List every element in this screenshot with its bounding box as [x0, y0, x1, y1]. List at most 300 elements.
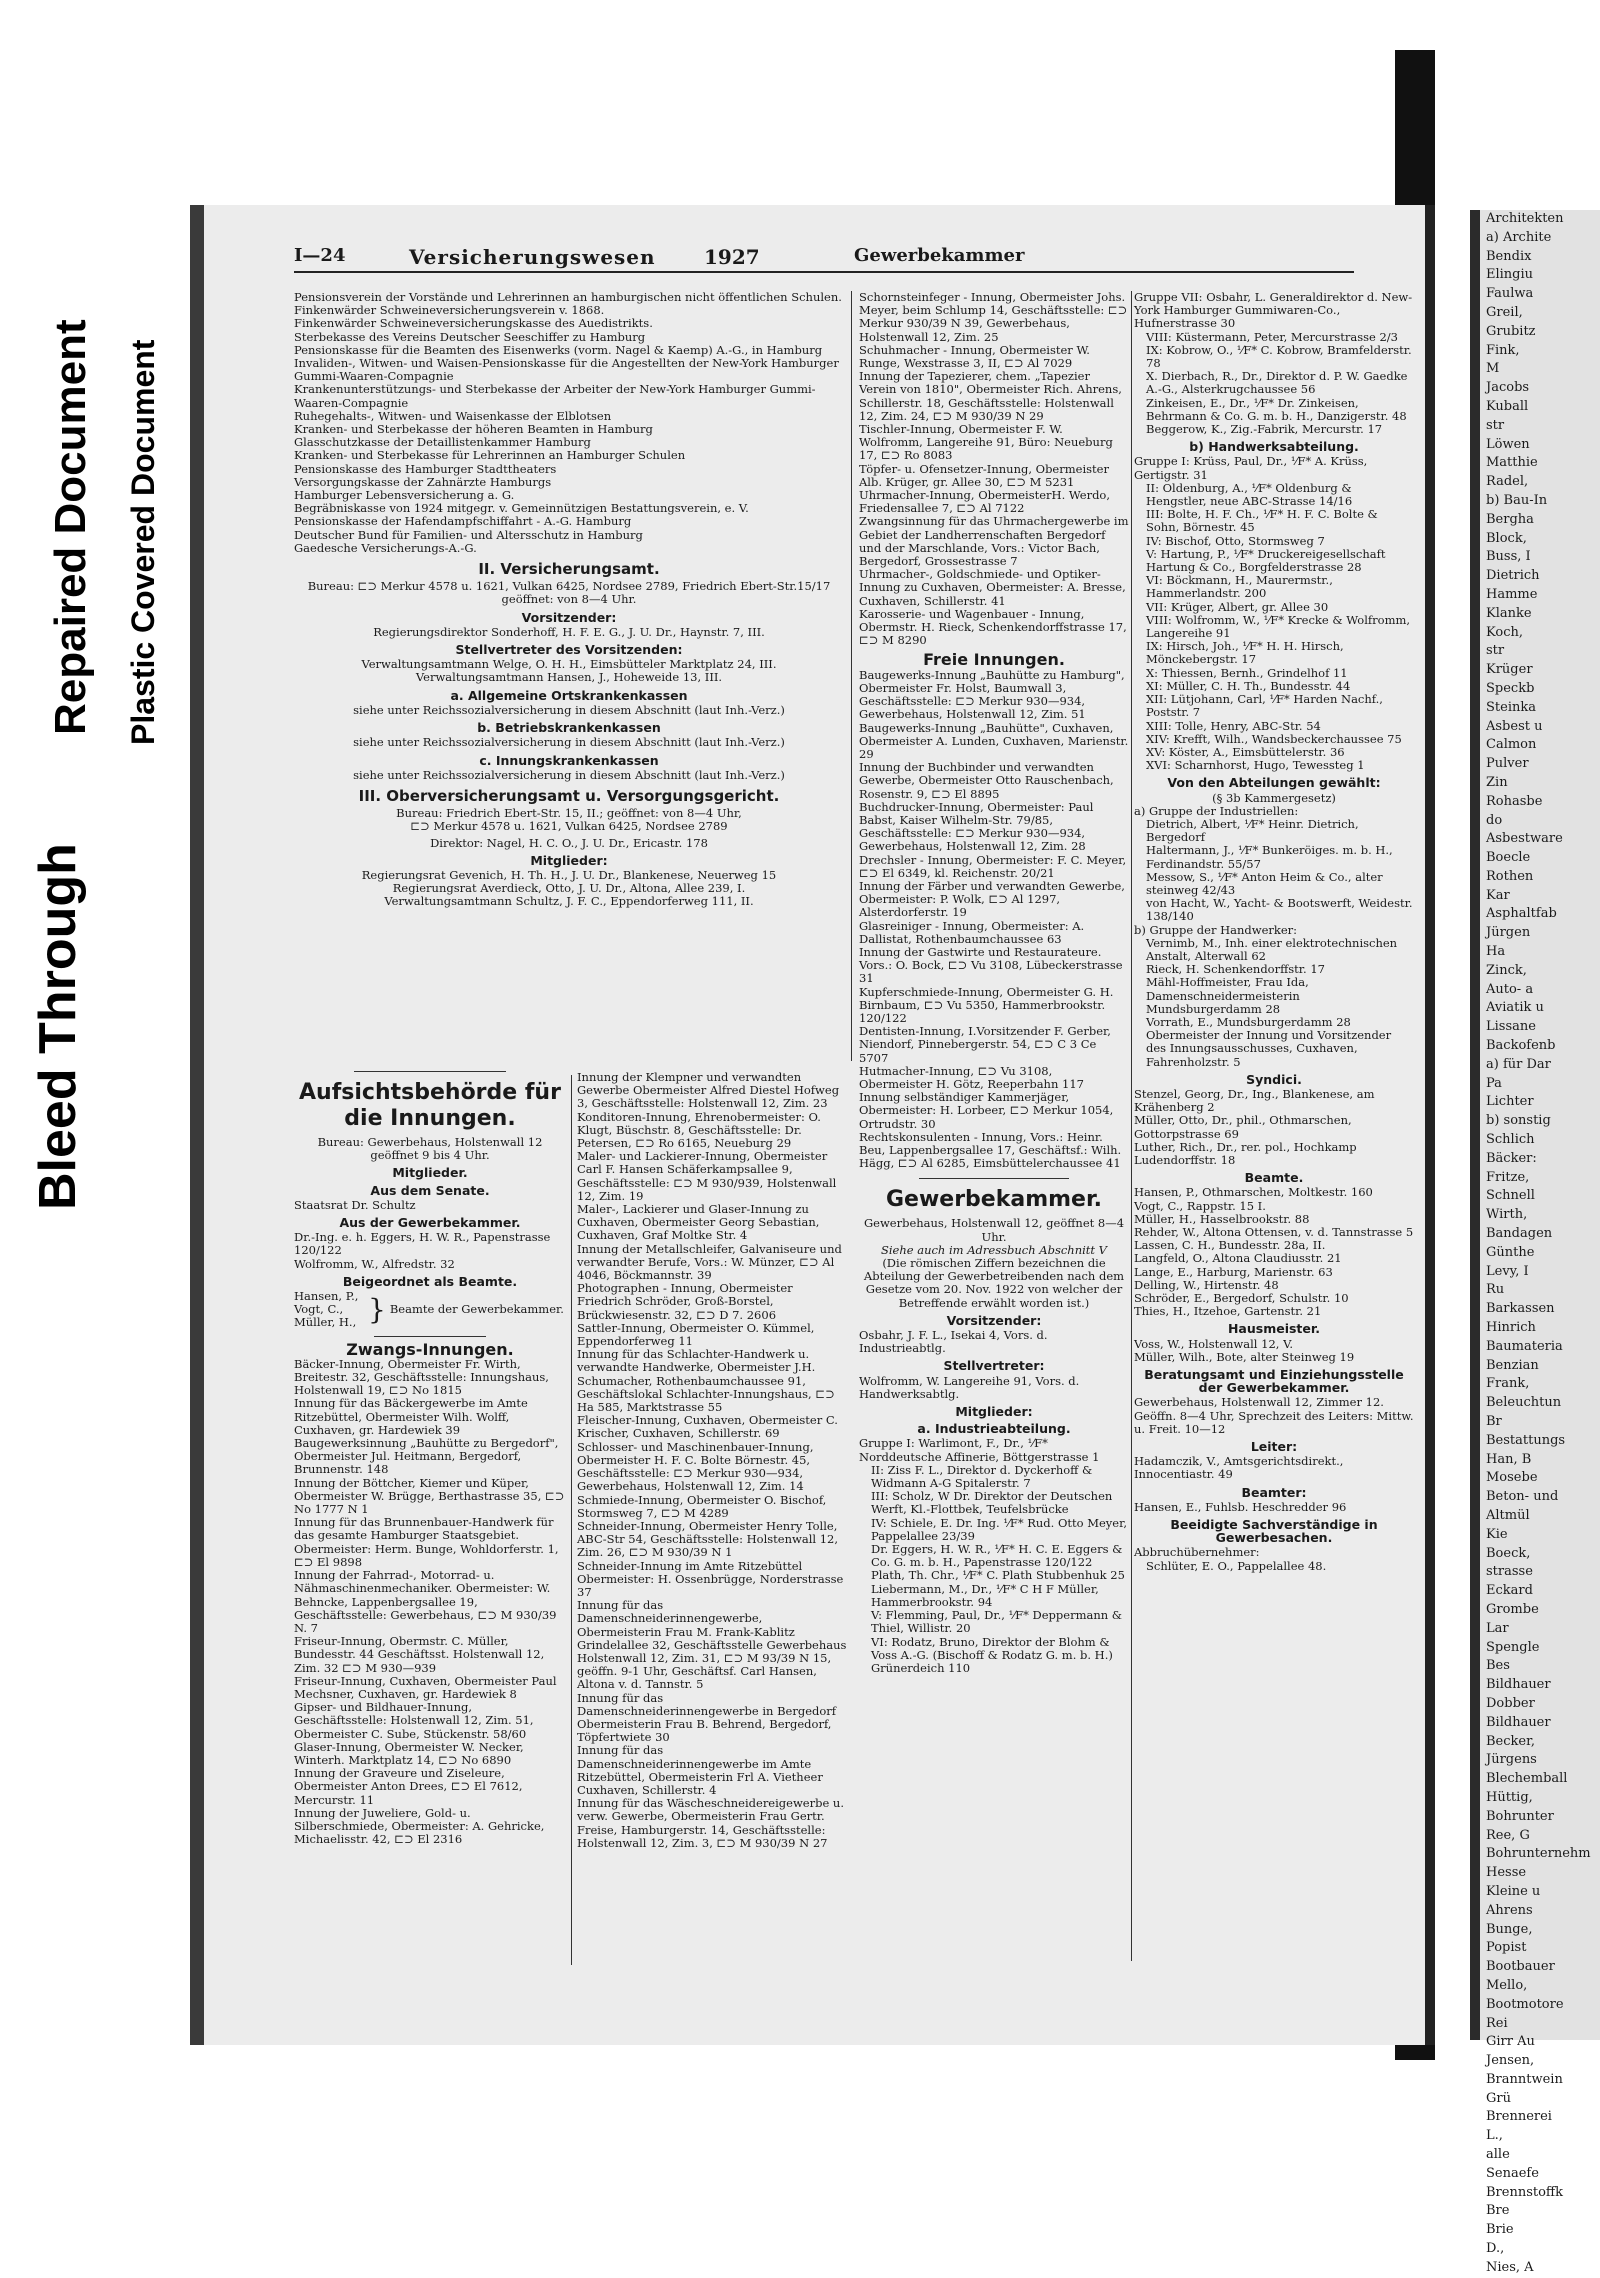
adjacent-line: Steinka: [1486, 699, 1536, 715]
person-entry: Verwaltungsamtmann Welge, O. H. H., Eimsbütteler Marktplatz 24, III.: [361, 657, 777, 672]
bureau-text: Bureau: ⊏⊃ Merkur 4578 u. 1621, Vulkan 6425, Nordsee 2789, Friedrich Ebert-Str.15/17: [307, 579, 831, 594]
list-item: Friseur-Innung, Obermstr. C. Müller, Bundesstr. 44 Geschäftsst. Holstenwall 12, Zim. 32 ⊏⊃ M 930—939: [294, 1634, 545, 1675]
person-entry: Mähl-Hoffmeister, Frau Ida, Damenschneidermeisterin Mundsburgerdamm 28: [1146, 975, 1309, 1016]
adjacent-line: Boeck,: [1486, 1545, 1531, 1561]
list-item: Innung für das Brunnenbauer-Handwerk für das gesamte Hamburger Staatsgebiet. Obermeister: Herm. Bunge, Wohldorferstr. 1, ⊏⊃ El 9898: [294, 1515, 559, 1569]
note-text: (Die römischen Ziffern bezeichnen die Abteilung der Gewerbetreibenden nach dem Gesetze vom 20. Nov. 1922 von welcher der Betreffende erwählt worden ist.): [863, 1256, 1125, 1310]
plastic-covered-label: Plastic Covered Document: [125, 339, 161, 745]
list-item: Pensionskasse der Hafendampfschiffahrt - A.-G. Hamburg: [294, 514, 632, 529]
list-item: Begräbniskasse von 1924 mitgegr. v. Gemeinnützigen Bestattungsverein, e. V.: [294, 501, 749, 516]
list-item: Gipser- und Bildhauer-Innung, Geschäftsstelle: Holstenwall 12, Zim. 51, Obermeister C. Sube, Stückenstr. 58/60: [294, 1700, 534, 1741]
adjacent-line: a) für Dar: [1486, 1056, 1551, 1072]
reference-text: siehe unter Reichssozialversicherung in diesem Abschnitt (laut Inh.-Verz.): [353, 735, 785, 750]
list-item: Drechsler - Innung, Obermeister: F. C. Meyer, ⊏⊃ El 6349, kl. Reichenstr. 20/21: [859, 852, 1127, 880]
person-entry: Rieck, H. Schenkendorffstr. 17: [1146, 962, 1325, 977]
adjacent-line: Dobber: [1486, 1695, 1535, 1711]
adjacent-line: Bendix: [1486, 248, 1532, 264]
adjacent-line: alle: [1486, 2147, 1510, 2163]
list-item: Fleischer-Innung, Cuxhaven, Obermeister C. Krischer, Cuxhaven, Schillerstr. 69: [577, 1413, 838, 1441]
list-item: V: Hartung, P., ⅟F* Druckereigesellschaft Hartung & Co., Borgfelderstrasse 28: [1146, 546, 1386, 575]
adjacent-line: Aviatik u: [1486, 1000, 1544, 1016]
adjacent-line: Rothen: [1486, 868, 1534, 884]
adjacent-line: Ru: [1486, 1282, 1505, 1298]
adjacent-line: Boecle: [1486, 850, 1531, 866]
adjacent-line: Senaefe: [1486, 2165, 1539, 2181]
adjacent-line: Bergha: [1486, 511, 1534, 527]
list-item: Hamburger Lebensversicherung a. G.: [294, 488, 515, 503]
list-item: II: Oldenburg, A., ⅟F* Oldenburg & Hengstler, neue ABC-Strasse 14/16: [1146, 480, 1353, 509]
subheading: Beigeordnet als Beamte.: [342, 1273, 518, 1289]
adjacent-line: Mosebe: [1486, 1470, 1538, 1486]
list-item: Hutmacher-Innung, ⊏⊃ Vu 3108, Obermeister H. Götz, Reeperbahn 117: [859, 1063, 1084, 1091]
list-item: Uhrmacher-Innung, ObermeisterH. Werdo, Friedensallee 7, ⊏⊃ Al 7122: [859, 488, 1111, 516]
adjacent-line: Bandagen: [1486, 1226, 1553, 1242]
adjacent-line: Schnell: [1486, 1188, 1535, 1204]
adjacent-line: Kar: [1486, 887, 1510, 903]
list-item: V: Flemming, Paul, Dr., ⅟F* Deppermann & Thiel, Willistr. 20: [871, 1608, 1123, 1636]
person-entry: Stenzel, Georg, Dr., Ing., Blankenese, am Krähenberg 2: [1134, 1086, 1375, 1115]
adjacent-line: Frank,: [1486, 1376, 1530, 1392]
person-entry: Voss, W., Holstenwall 12, V.: [1134, 1336, 1294, 1351]
list-item: Gruppe I: Warlimont, F., Dr., ⅟F* Norddeutsche Affinerie, Böttgerstrasse 1: [859, 1436, 1100, 1464]
subheading: Vorsitzender:: [946, 1312, 1042, 1328]
adjacent-line: Dietrich: [1486, 568, 1540, 584]
adjacent-line: Löwen: [1486, 436, 1530, 452]
list-item: VI: Rodatz, Bruno, Direktor der Blohm & Voss A.-G. (Bischoff & Rodatz G. m. b. H.) Grünerdeich 110: [871, 1634, 1113, 1675]
list-item: Tischler-Innung, Obermeister F. W. Wolfromm, Langereihe 91, Büro: Neueburg 17, ⊏⊃ Ro 8083: [859, 422, 1113, 463]
page-number: I—24: [294, 245, 346, 266]
person-entry: Wolfromm, W. Langereihe 91, Vors. d. Handwerksabtlg.: [859, 1373, 1080, 1401]
bleed-through-label: Bleed Through: [29, 843, 87, 1210]
list-item: Ruhegehalts-, Witwen- und Waisenkasse der Elblotsen: [294, 408, 612, 423]
adjacent-line: strasse: [1486, 1564, 1533, 1580]
person-entry: Müller, H., Hasselbrookstr. 88: [1134, 1211, 1310, 1226]
adjacent-line: Lar: [1486, 1620, 1509, 1636]
adjacent-line: Kleine u: [1486, 1883, 1541, 1899]
adjacent-line: do: [1486, 812, 1503, 828]
adjacent-line: Pulver: [1486, 756, 1529, 772]
list-item: Krankenunterstützungs- und Sterbekasse der Arbeiter der New-York Hamburger Gummi-Waaren-Compagnie: [294, 382, 816, 410]
section-heading: III. Oberversicherungsamt u. Versorgungsgericht.: [358, 786, 780, 805]
adjacent-line: Popist: [1486, 1940, 1527, 1956]
list-item: Schlosser- und Maschinenbauer-Innung, Obermeister H. F. C. Bolte Börnestr. 45, Geschäftsstelle: ⊏⊃ Merkur 930—934, Gewerbehaus, Holstenwall 12, Zim. 14: [577, 1439, 814, 1494]
adjacent-line: Han, B: [1486, 1451, 1532, 1467]
list-item: IX: Kobrow, O., ⅟F* C. Kobrow, Bramfelderstr. 78: [1146, 342, 1412, 371]
adjacent-line: Brennstoffk: [1486, 2184, 1564, 2200]
list-item: Beggerow, K., Zig.-Fabrik, Mercurstr. 17: [1146, 422, 1383, 437]
adjacent-line: Bildhauer: [1486, 1677, 1551, 1693]
adjacent-line: Becker,: [1486, 1733, 1536, 1749]
person-entry: Vernimb, M., Inh. einer elektrotechnischen Anstalt, Alterwall 62: [1146, 935, 1398, 963]
adjacent-line: Beton- und: [1486, 1489, 1559, 1505]
adjacent-line: Grü: [1486, 2090, 1511, 2106]
list-item: XIII: Tolle, Henry, ABC-Str. 54: [1146, 718, 1321, 733]
subheading: b) Handwerksabteilung.: [1189, 439, 1359, 455]
adjacent-line: Kuball: [1486, 398, 1529, 414]
list-item: II: Ziss F. L., Direktor d. Dyckerhoff & Widmann A-G Spitalerstr. 7: [871, 1462, 1093, 1491]
aufsicht-title: Aufsichtsbehörde für die Innungen.: [299, 1080, 561, 1131]
adjacent-line: Radel,: [1486, 474, 1529, 490]
list-item: XIV: Krefft, Wilh., Wandsbeckerchaussee 75: [1146, 731, 1402, 746]
list-item: Glasreiniger - Innung, Obermeister: A. Dallistat, Rothenbaumchaussee 63: [859, 918, 1085, 946]
adjacent-line: Bildhauer: [1486, 1714, 1551, 1730]
adjacent-line: Jensen,: [1486, 2053, 1535, 2069]
list-item: Innung für das Damenschneiderinnengewerbe in Bergedorf Obermeisterin Frau B. Behrend, Bergedorf, Töpfertwiete 30: [577, 1690, 837, 1745]
person-entry: Regierungsrat Averdieck, Otto, J. U. Dr., Altona, Allee 239, I.: [392, 881, 746, 896]
adjacent-line: Auto- a: [1486, 981, 1534, 997]
list-item: IX: Hirsch, Joh., ⅟F* H. H. Hirsch, Mönckebergstr. 17: [1146, 639, 1344, 667]
reference-text: (§ 3b Kammergesetz): [1212, 790, 1336, 805]
adjacent-line: b) Bau-In: [1486, 492, 1548, 508]
address-text: Gewerbehaus, Holstenwall 12, Zimmer 12.: [1134, 1395, 1384, 1410]
column-divider: [851, 291, 852, 1061]
adjacent-line: Beleuchtun: [1486, 1395, 1562, 1411]
list-item: Töpfer- u. Ofensetzer-Innung, Obermeister Alb. Krüger, gr. Allee 30, ⊏⊃ M 5231: [859, 461, 1109, 489]
adjacent-line: Faulwa: [1486, 286, 1534, 302]
beamte-note: Beamte der Gewerbekammer.: [389, 1302, 564, 1317]
list-item: Photographen - Innung, Obermeister Friedrich Schröder, Groß-Borstel, Brückwiesenstr. 32, ⊏⊃ D 7. 2606: [577, 1281, 793, 1322]
gewerbekammer-title: Gewerbekammer.: [885, 1187, 1103, 1213]
hours-text: geöffnet: von 8—4 Uhr.: [501, 592, 637, 607]
list-item: Innung für das Bäckergewerbe im Amte Ritzebüttel, Obermeister Wilh. Wolff, Cuxhaven, gr. Hardewiek 39: [294, 1396, 528, 1437]
hours-text: Geöffn. 8—4 Uhr, Sprechzeit des Leiters: Mittw. u. Freit. 10—12: [1134, 1408, 1414, 1436]
adjacent-line: Rohasbe: [1486, 793, 1543, 809]
list-item: Sterbekasse des Vereins Deutscher Seeschiffer zu Hamburg: [294, 329, 646, 344]
list-item: Innung der Graveure und Ziseleure, Obermeister Anton Drees, ⊏⊃ El 7612, Mercurstr. 11: [294, 1766, 523, 1807]
subheading: Beamter:: [1241, 1484, 1307, 1500]
list-item: Schneider-Innung, Obermeister Henry Tolle, ABC-Str 54, Geschäftsstelle: Holstenwall 12, Zim. 26, ⊏⊃ M 930/39 N 1: [577, 1518, 839, 1560]
subheading: Vorsitzender:: [521, 609, 617, 625]
list-item: Innung der Fahrrad-, Motorrad- u. Nähmaschinenmechaniker. Obermeister: W. Behncke, Lappenbergsallee 19, Geschäftsstelle: Gewerbehaus, ⊏⊃ M 930/39 N. 7: [294, 1568, 557, 1635]
document-page: [190, 205, 1435, 2045]
subheading: Beeidigte Sachverständige in Gewerbesachen.: [1170, 1517, 1378, 1546]
adjacent-line: Bohrunternehm: [1486, 1846, 1591, 1862]
adjacent-line: Bootbauer: [1486, 1959, 1555, 1975]
person-entry: Vorrath, E., Mundsburgerdamm 28 Obermeister der Innung und Vorsitzender des Innungsausschusses, Cuxhaven, Fahrenholzstr. 5: [1146, 1014, 1392, 1069]
list-item: Kranken- und Sterbekasse für Lehrerinnen an Hamburger Schulen: [294, 448, 686, 463]
adjacent-line: Jacobs: [1486, 380, 1530, 396]
adjacent-line: Spengle: [1486, 1639, 1540, 1655]
adjacent-line: Zin: [1486, 774, 1508, 790]
divider: [919, 1178, 1069, 1179]
adjacent-line: Günthe: [1486, 1244, 1535, 1260]
reference-text: siehe unter Reichssozialversicherung in diesem Abschnitt (laut Inh.-Verz.): [353, 767, 785, 782]
list-item: VIII: Wolfromm, W., ⅟F* Krecke & Wolfromm, Langereihe 91: [1146, 612, 1411, 641]
list-item: Innung der Böttcher, Kiemer und Küper, Obermeister W. Brügge, Berthastrasse 35, ⊏⊃ No 1777 N 1: [294, 1475, 565, 1517]
adjacent-line: Lissane: [1486, 1019, 1536, 1035]
list-item: Innung der Tapezierer, chem. „Tapezier Verein von 1810", Obermeister Rich. Ahrens, Schillerstr. 18, Geschäftsstelle: Holstenwall 12, Zim. 24, ⊏⊃ M 930/39 N 29: [859, 369, 1122, 423]
person-entry: von Hacht, W., Yacht- & Bootswerft, Weidestr. 138/140: [1146, 896, 1413, 924]
adjacent-line: Asphaltfab: [1486, 906, 1557, 922]
adjacent-line: Bestattungs: [1486, 1432, 1566, 1448]
adjacent-line: a) Archite: [1486, 229, 1552, 245]
adjacent-line: Calmon: [1486, 737, 1537, 753]
adjacent-line: Nies, A: [1486, 2259, 1534, 2275]
freie-title: Freie Innungen.: [923, 650, 1065, 670]
column-divider: [571, 1075, 572, 1965]
adjacent-line: Bohrunter: [1486, 1808, 1554, 1824]
person-entry: Lassen, C. H., Bundesstr. 28a, II.: [1134, 1238, 1326, 1253]
list-item: VII: Krüger, Albert, gr. Allee 30: [1146, 599, 1329, 614]
adjacent-line: D.,: [1486, 2241, 1505, 2257]
adjacent-line: Speckb: [1486, 680, 1535, 696]
list-item: Glasschutzkasse der Detaillistenkammer Hamburg: [294, 435, 591, 450]
list-item: Innung der Klempner und verwandten Gewerbe Obermeister Alfred Diestel Hofweg 3, Geschäftsstelle: Holstenwall 12, Zim. 23: [577, 1070, 840, 1111]
list-item: Innung für das Schlachter-Handwerk u. verwandte Handwerke, Obermeister J.H. Schumacher, Rothenbaumchaussee 91, Geschäftslokal Schlachter-Innungshaus, ⊏⊃ Ha 585, Marktstrasse 55: [577, 1347, 835, 1415]
bureau-text: Bureau: Gewerbehaus, Holstenwall 12 geöffnet 9 bis 4 Uhr.: [317, 1135, 543, 1163]
list-item: IV: Schiele, E. Dr. Ing. ⅟F* Rud. Otto Meyer, Pappelallee 23/39: [871, 1515, 1127, 1543]
adjacent-line: Brennerei: [1486, 2109, 1552, 2125]
running-head: Gewerbekammer: [854, 245, 1025, 266]
subheading: Hausmeister.: [1227, 1321, 1321, 1337]
divider: [374, 1336, 486, 1337]
list-item: Innung für das Damenschneiderinnengewerbe im Amte Ritzebüttel, Obermeisterin Frl A. Vietheer Cuxhaven, Schillerstr. 4: [577, 1743, 823, 1797]
person-entry: Thies, H., Itzehoe, Gartenstr. 21: [1134, 1304, 1322, 1319]
section-title: Versicherungswesen: [409, 245, 656, 269]
adjacent-line: Wirth,: [1486, 1207, 1528, 1223]
list-item: Innung der Juweliere, Gold- u. Silberschmiede, Obermeister: A. Gehricke, Michaelisstr. 42, ⊏⊃ El 2316: [294, 1805, 545, 1847]
person-entry: Regierungsrat Gevenich, H. Th. H., J. U. Dr., Blankenese, Neuerweg 15: [361, 867, 777, 882]
adjacent-line: Hamme: [1486, 586, 1538, 602]
person-entry: Hadamczik, V., Amtsgerichtsdirekt., Innocentiastr. 49: [1134, 1454, 1344, 1482]
adjacent-line: Barkassen: [1486, 1301, 1555, 1317]
list-item: III: Bolte, H. F. Ch., ⅟F* H. F. C. Bolte & Sohn, Börnestr. 45: [1146, 507, 1378, 535]
list-item: Karosserie- und Wagenbauer - Innung, Obermstr. H. Rieck, Schenkendorffstrasse 17, ⊏⊃ M 8290: [859, 606, 1127, 648]
person-entry: Müller, Otto, Dr., phil., Othmarschen, Gottorpstrasse 69: [1134, 1113, 1352, 1141]
list-item: Kupferschmiede-Innung, Obermeister G. H. Birnbaum, ⊏⊃ Vu 5350, Hammerbrookstr. 120/122: [859, 984, 1114, 1025]
list-item: Bäcker-Innung, Obermeister Fr. Wirth, Breitestr. 32, Geschäftsstelle: Innungshaus, Holstenwall 19, ⊏⊃ No 1815: [294, 1356, 549, 1398]
adjacent-line: L.,: [1486, 2128, 1503, 2144]
adjacent-line: Backofenb: [1486, 1038, 1556, 1054]
column-left: [294, 291, 844, 909]
subheading: Mitglieder.: [392, 1165, 468, 1181]
column-right: [1134, 291, 1414, 1573]
person-entry: Schlüter, E. O., Pappelallee 48.: [1146, 1558, 1327, 1573]
list-item: Glaser-Innung, Obermeister W. Necker, Winterh. Marktplatz 14, ⊏⊃ No 6890: [294, 1739, 524, 1767]
list-item: X: Thiessen, Bernh., Grindelhof 11: [1146, 665, 1348, 680]
list-item: Innung für das Damenschneiderinnengewerbe, Obermeisterin Frau M. Frank-Kablitz Grindelallee 32, Geschäftsstelle Gewerbehaus Holstenwall 12, Zim. 31, ⊏⊃ M 93/39 N 15, geöffn. 9-1 Uhr, Geschäftsf. Carl Hansen, Altona v. d. Tannstr. 5: [577, 1598, 847, 1692]
list-item: Gruppe VII: Osbahr, L. Generaldirektor d. New-York Hamburger Gummiwaren-Co., Hufnerstrasse 30: [1134, 290, 1413, 331]
section-heading: II. Versicherungsamt.: [478, 560, 660, 579]
year: 1927: [704, 245, 760, 269]
person-entry: Vogt, C., Rappstr. 15 I.: [1134, 1198, 1266, 1213]
person-entry: Hansen, E., Fuhlsb. Heschredder 96: [1134, 1499, 1347, 1514]
subheading: Aus dem Senate.: [370, 1182, 490, 1198]
subheading: Mitglieder:: [530, 852, 608, 868]
adjacent-line: Architekten: [1486, 211, 1564, 226]
adjacent-line: Zinck,: [1486, 962, 1527, 978]
subheading: a. Industrieabteilung.: [917, 1421, 1071, 1437]
column-left-lower: [294, 1071, 566, 1846]
adjacent-line: Brie: [1486, 2222, 1514, 2238]
adjacent-line: Altmül: [1486, 1507, 1530, 1523]
reference-text: siehe unter Reichssozialversicherung in diesem Abschnitt (laut Inh.-Verz.): [353, 702, 785, 717]
group-heading: Abbruchübernehmer:: [1134, 1545, 1260, 1560]
list-item: Schornsteinfeger - Innung, Obermeister Johs. Meyer, beim Schlump 14, Geschäftsstelle: ⊏⊃ Merkur 930/39 N 39, Gewerbehaus, Holstenwall 12, Zim. 25: [859, 290, 1128, 344]
subheading: Von den Abteilungen gewählt:: [1167, 775, 1381, 791]
list-item: VIII: Küstermann, Peter, Mercurstrasse 2/3: [1146, 329, 1398, 344]
person-entry: Lange, E., Harburg, Marienstr. 63: [1134, 1264, 1333, 1279]
adjacent-line: Bäcker:: [1486, 1150, 1537, 1166]
list-item: Schmiede-Innung, Obermeister O. Bischof, Stormsweg 7, ⊏⊃ M 4289: [577, 1492, 827, 1520]
beamte-group: [294, 1290, 566, 1330]
list-item: Innung für das Wäscheschneidereigewerbe u. verw. Gewerbe, Obermeisterin Frau Gertr. Freise, Hamburgerstr. 14, Geschäftsstelle: Holstenwall 12, Zim. 3, ⊏⊃ M 930/39 N 27: [577, 1796, 844, 1850]
list-item: Baugewerksinnung „Bauhütte zu Bergedorf", Obermeister Jul. Heitmann, Bergedorf, Brunnenstr. 148: [294, 1436, 559, 1477]
person-entry: Dietrich, Albert, ⅟F* Heinr. Dietrich, Bergedorf: [1146, 816, 1359, 845]
adjacent-line: Girr Au: [1486, 2034, 1535, 2050]
person-entry: Verwaltungsamtmann Schultz, J. F. C., Eppendorferweg 111, II.: [384, 894, 754, 909]
list-item: Deutscher Bund für Familien- und Altersschutz in Hamburg: [294, 527, 643, 542]
person-entry: Hansen, P., Othmarschen, Moltkestr. 160: [1134, 1185, 1373, 1200]
adjacent-line: Baumateria: [1486, 1338, 1563, 1354]
list-item: Innung der Buchbinder und verwandten Gewerbe, Obermeister Otto Rauschenbach, Rosenstr. 9, ⊏⊃ El 8895: [859, 760, 1114, 801]
adjacent-line: str: [1486, 643, 1505, 659]
adjacent-line: str: [1486, 417, 1505, 433]
list-item: Dr. Eggers, H. W. R., ⅟F* H. C. E. Eggers & Co. G. m. b. H., Papenstrasse 120/122: [871, 1542, 1123, 1570]
list-item: Innung der Metallschleifer, Galvaniseure und verwandter Berufe, Vors.: W. Münzer, ⊏⊃ Al 4046, Böckmannstr. 39: [577, 1241, 842, 1283]
director-entry: Direktor: Nagel, H. C. O., J. U. Dr., Ericastr. 178: [430, 835, 708, 850]
person-entry: Wolfromm, W., Alfredstr. 32: [294, 1256, 455, 1271]
adjacent-line: Fritze,: [1486, 1169, 1530, 1185]
adjacent-line: Matthie: [1486, 455, 1538, 471]
person-entry: Schröder, E., Bergedorf, Schulstr. 10: [1134, 1291, 1349, 1306]
group-heading: a) Gruppe der Industriellen:: [1134, 803, 1299, 818]
adjacent-line: Grombe: [1486, 1601, 1539, 1617]
adjacent-line: Hüttig,: [1486, 1789, 1533, 1805]
person-entry: Staatsrat Dr. Schultz: [294, 1197, 416, 1212]
list-item: Baugewerks-Innung „Bauhütte", Cuxhaven, Obermeister A. Lunden, Cuxhaven, Marienstr. 29: [859, 720, 1129, 761]
list-item: Gruppe I: Krüss, Paul, Dr., ⅟F* A. Krüss, Gertigstr. 31: [1134, 454, 1368, 482]
list-item: Invaliden-, Witwen- und Waisen-Pensionskasse für die Angestellten der New-York Hamburger Gummi-Waaren-Compagnie: [294, 356, 839, 384]
divider: [354, 1071, 506, 1072]
person-entry: Rehder, W., Altona Ottensen, v. d. Tannstrasse 5: [1134, 1225, 1414, 1240]
list-item: Finkenwärder Schweineversicherungskasse des Auedistrikts.: [294, 316, 653, 331]
list-item: XVI: Scharnhorst, Hugo, Tewessteg 1: [1146, 758, 1365, 773]
list-item: Rechtskonsulenten - Innung, Vors.: Heinr. Beu, Lappenbergsallee 17, Geschäftsf.: Wilh. Hägg, ⊏⊃ Al 6285, Eimsbüttelerchaussee 41: [859, 1129, 1122, 1171]
list-item: Baugewerks-Innung „Bauhütte zu Hamburg", Obermeister Fr. Holst, Baumwall 3, Geschäftsstelle: ⊏⊃ Merkur 930—934, Gewerbehaus, Holstenwall 12, Zim. 51: [859, 667, 1125, 722]
subheading: a. Allgemeine Ortskrankenkassen: [450, 687, 688, 703]
list-item: XII: Lütjohann, Carl, ⅟F* Harden Nachf., Poststr. 7: [1146, 692, 1383, 720]
adjacent-line: Block,: [1486, 530, 1527, 546]
subheading: Syndici.: [1246, 1071, 1302, 1087]
person-entry: Verwaltungsamtmann Hansen, J., Hoheweide 13, III.: [415, 670, 723, 685]
bureau-text: ⊏⊃ Merkur 4578 u. 1621, Vulkan 6425, Nordsee 2789: [410, 819, 728, 834]
adjacent-line: Pa: [1486, 1075, 1502, 1091]
adjacent-line: Hesse: [1486, 1865, 1527, 1881]
list-item: Zinkeisen, E., Dr., ⅟F* Dr. Zinkeisen, Behrmann & Co. G. m. b. H., Danzigerstr. 48: [1146, 395, 1407, 423]
list-item: Sattler-Innung, Obermeister O. Kümmel, Eppendorferweg 11: [577, 1320, 815, 1349]
subheading: Beratungsamt und Einziehungsstelle der Gewerbekammer.: [1144, 1367, 1404, 1396]
person-entry: Haltermann, J., ⅟F* Bunkeröiges. m. b. H., Ferdinandstr. 55/57: [1146, 843, 1393, 871]
adjacent-line: Schlich: [1486, 1132, 1535, 1148]
adjacent-page-text: [1480, 210, 1600, 2278]
list-item: III: Scholz, W Dr. Direktor der Deutschen Werft, Kl.-Flottbek, Teufelsbrücke: [871, 1489, 1113, 1517]
list-item: Uhrmacher-, Goldschmiede- und Optiker-Innung zu Cuxhaven, Obermeister: A. Bresse, Cuxhaven, Schillerstr. 41: [859, 567, 1126, 608]
subheading: Mitglieder:: [955, 1404, 1033, 1420]
adjacent-line: Greil,: [1486, 304, 1523, 320]
list-item: Innung selbständiger Kammerjäger, Obermeister: H. Lorbeer, ⊏⊃ Merkur 1054, Ortrudstr. 30: [859, 1090, 1114, 1131]
adjacent-line: Kie: [1486, 1526, 1508, 1542]
list-item: IV: Bischof, Otto, Stormsweg 7: [1146, 533, 1325, 548]
list-item: Pensionsverein der Vorstände und Lehrerinnen an hamburgischen nicht öffentlichen Schulen.: [294, 290, 842, 304]
subheading: c. Innungskrankenkassen: [479, 752, 659, 768]
list-item: Pensionskasse des Hamburger Stadttheaters: [294, 461, 557, 476]
adjacent-line: Benzian: [1486, 1357, 1539, 1373]
person-entry: Osbahr, J. F. L., Isekai 4, Vors. d. Industrieabtlg.: [859, 1328, 1048, 1356]
list-item: Schuhmacher - Innung, Obermeister W. Runge, Wexstrasse 3, II, ⊏⊃ Al 7029: [859, 342, 1090, 371]
list-item: XI: Müller, C. H. Th., Bundesstr. 44: [1146, 678, 1351, 693]
list-item: Konditoren-Innung, Ehrenobermeister: O. Klugt, Büschstr. 8, Geschäftsstelle: Dr. Petersen, ⊏⊃ Ro 6165, Neueburg 29: [577, 1109, 821, 1151]
list-item: Buchdrucker-Innung, Obermeister: Paul Babst, Kaiser Wilhelm-Str. 79/85, Geschäftsstelle: ⊏⊃ Merkur 930—934, Gewerbehaus, Holstenwall 12, Zim. 28: [859, 799, 1094, 854]
adjacent-line: Bes: [1486, 1658, 1510, 1674]
person-entry: Langfeld, O., Altona Claudiusstr. 21: [1134, 1251, 1342, 1266]
side-labels: [0, 0, 190, 2177]
list-item: Finkenwärder Schweineversicherungsverein v. 1868.: [294, 303, 605, 318]
list-item: XV: Köster, A., Eimsbüttelerstr. 36: [1146, 744, 1345, 759]
adjacent-line: Br: [1486, 1414, 1502, 1429]
address-text: Gewerbehaus, Holstenwall 12, geöffnet 8—4 Uhr.: [863, 1216, 1125, 1244]
column-divider: [1131, 291, 1132, 1961]
zwangs-title: Zwangs-Innungen.: [346, 1339, 514, 1359]
list-item: Pensionskasse für die Beamten des Eisenwerks (vorm. Nagel & Kaemp) A.-G., in Hamburg: [294, 342, 823, 357]
adjacent-line: M: [1486, 361, 1500, 377]
list-item: Innung der Gastwirte und Restaurateure. Vors.: O. Bock, ⊏⊃ Vu 3108, Lübeckerstrasse 31: [859, 944, 1123, 986]
subheading: Stellvertreter des Vorsitzenden:: [455, 642, 683, 658]
list-item: Innung der Färber und verwandten Gewerbe, Obermeister: P. Wolk, ⊏⊃ Al 1297, Alsterdorferstr. 19: [859, 878, 1125, 920]
list-item: Maler-, Lackierer und Glaser-Innung zu Cuxhaven, Obermeister Georg Sebastian, Cuxhaven, Graf Moltke Str. 4: [577, 1202, 820, 1243]
adjacent-line: Bre: [1486, 2203, 1510, 2219]
adjacent-page: [1470, 210, 1600, 2275]
column-middle: [859, 291, 1129, 1675]
list-item: Maler- und Lackierer-Innung, Obermeister Carl F. Hansen Schäferkampsallee 9, Geschäftsstelle: ⊏⊃ M 930/939, Holstenwall 12, Zim. 19: [577, 1149, 837, 1203]
adjacent-line: Grubitz: [1486, 323, 1536, 339]
subheading: Stellvertreter:: [943, 1358, 1045, 1374]
group-heading: b) Gruppe der Handwerker:: [1134, 922, 1298, 937]
reference-text: Siehe auch im Adressbuch Abschnitt V: [881, 1242, 1107, 1257]
repaired-document-label: Repaired Document: [46, 319, 95, 735]
adjacent-line: Elingiu: [1486, 267, 1534, 283]
adjacent-line: Blechemball: [1486, 1771, 1568, 1787]
subheading: b. Betriebskrankenkassen: [477, 720, 661, 736]
person-entry: Regierungsdirektor Sonderhoff, H. F. E. G., J. U. Dr., Haynstr. 7, III.: [373, 624, 765, 639]
list-item: Dentisten-Innung, I.Vorsitzender F. Gerber, Niendorf, Pinnebergerstr. 54, ⊏⊃ C 3 Ce 5707: [859, 1024, 1111, 1065]
adjacent-line: Ahrens: [1486, 1902, 1533, 1918]
adjacent-line: Branntwein: [1486, 2071, 1563, 2087]
brace-icon: }: [368, 1292, 386, 1326]
adjacent-line: Lichter: [1486, 1094, 1534, 1110]
subheading: Aus der Gewerbekammer.: [339, 1215, 521, 1231]
list-item: Plath, Th. Chr., ⅟F* C. Plath Stubbenhuk 25: [871, 1568, 1125, 1583]
adjacent-line: Buss, I: [1486, 549, 1531, 565]
list-item: Kranken- und Sterbekasse der höheren Beamten in Hamburg: [294, 422, 653, 437]
adjacent-line: Asbest u: [1486, 718, 1543, 734]
page-header: [294, 245, 1354, 273]
list-item: Friseur-Innung, Cuxhaven, Obermeister Paul Mechsner, Cuxhaven, gr. Hardewiek 8: [294, 1673, 557, 1701]
adjacent-line: Ha: [1486, 944, 1506, 960]
list-item: VI: Böckmann, H., Maurermstr., Hammerlandstr. 200: [1146, 573, 1333, 601]
person-entry: Delling, W., Hirtenstr. 48: [1134, 1277, 1279, 1292]
beamte-names: Hansen, P., Vogt, C., Müller, H.,: [294, 1289, 359, 1330]
adjacent-line: Koch,: [1486, 624, 1523, 640]
person-entry: Müller, Wilh., Bote, alter Steinweg 19: [1134, 1349, 1355, 1364]
list-item: Gaedesche Versicherungs-A.-G.: [294, 540, 477, 555]
person-entry: Luther, Rich., Dr., rer. pol., Hochkamp Ludendorffstr. 18: [1134, 1139, 1357, 1167]
adjacent-line: Rei: [1486, 2015, 1508, 2031]
adjacent-line: Bootmotore: [1486, 1996, 1564, 2012]
list-item: Versorgungskasse der Zahnärzte Hamburgs: [294, 474, 552, 489]
list-item: Zwangsinnung für das Uhrmachergewerbe im Gebiet der Landherrenschaften Bergedorf und der Marschlande, Vors.: Victor Bach, Bergedorf, Grossestrasse 7: [859, 514, 1129, 569]
person-entry: Dr.-Ing. e. h. Eggers, H. W. R., Papenstrasse 120/122: [294, 1230, 551, 1258]
